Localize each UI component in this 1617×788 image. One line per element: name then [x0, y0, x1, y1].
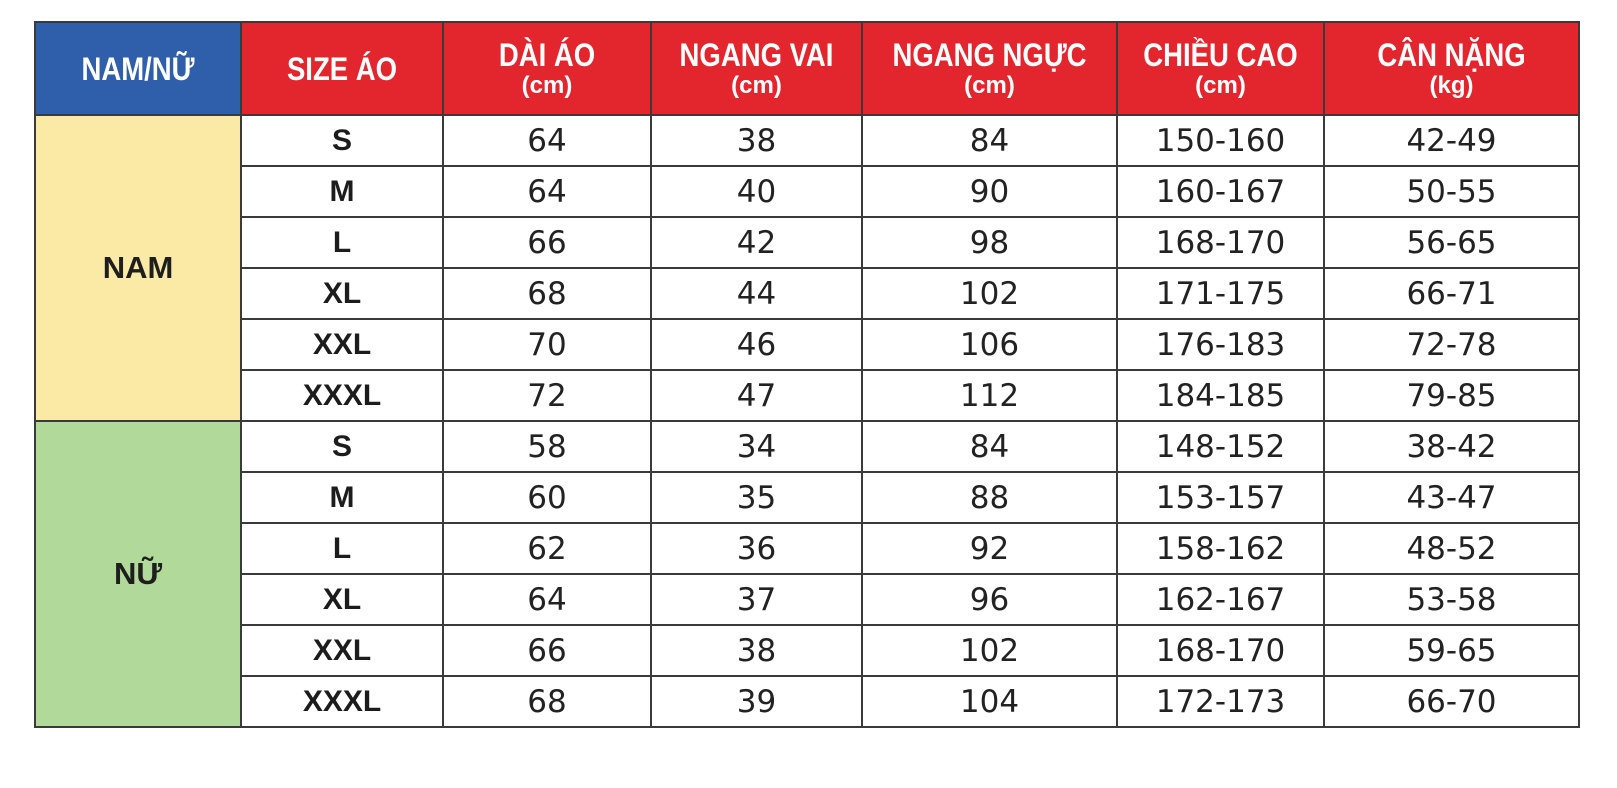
- header-shirt-length: [443, 22, 651, 115]
- table-row: [35, 574, 1579, 625]
- size-cell: XXXL: [241, 370, 443, 421]
- size-table-body: [35, 115, 1579, 727]
- shoulder-width-cell: 40: [651, 166, 862, 217]
- gender-cell-male: NAM: [35, 115, 241, 421]
- shirt-length-cell: 64: [443, 166, 651, 217]
- weight-cell: 53-58: [1324, 574, 1579, 625]
- chest-width-cell: 98: [862, 217, 1117, 268]
- header-shoulder-width-unit: (cm): [731, 72, 782, 99]
- shoulder-width-cell: 34: [651, 421, 862, 472]
- header-chest-width-label: NGANG NGỰC: [892, 37, 1087, 73]
- chest-width-cell: 90: [862, 166, 1117, 217]
- shoulder-width-cell: 38: [651, 625, 862, 676]
- chest-width-cell: 112: [862, 370, 1117, 421]
- height-cell: 153-157: [1117, 472, 1324, 523]
- height-cell: 168-170: [1117, 625, 1324, 676]
- table-row: [35, 625, 1579, 676]
- shoulder-width-cell: 35: [651, 472, 862, 523]
- table-row: [35, 472, 1579, 523]
- gender-cell-female: NỮ: [35, 421, 241, 727]
- shirt-length-cell: 68: [443, 268, 651, 319]
- weight-cell: 50-55: [1324, 166, 1579, 217]
- shirt-length-cell: 72: [443, 370, 651, 421]
- weight-cell: 56-65: [1324, 217, 1579, 268]
- size-cell: XXXL: [241, 676, 443, 727]
- chest-width-cell: 92: [862, 523, 1117, 574]
- header-weight-unit: (kg): [1429, 72, 1474, 99]
- table-row: [35, 421, 1579, 472]
- height-cell: 168-170: [1117, 217, 1324, 268]
- header-gender-label: NAM/NỮ: [81, 50, 195, 87]
- size-cell: M: [241, 166, 443, 217]
- shoulder-width-cell: 37: [651, 574, 862, 625]
- shoulder-width-cell: 42: [651, 217, 862, 268]
- shoulder-width-cell: 38: [651, 115, 862, 166]
- height-cell: 176-183: [1117, 319, 1324, 370]
- table-row: [35, 268, 1579, 319]
- height-cell: 184-185: [1117, 370, 1324, 421]
- shirt-length-cell: 64: [443, 115, 651, 166]
- height-cell: 148-152: [1117, 421, 1324, 472]
- shoulder-width-cell: 44: [651, 268, 862, 319]
- shoulder-width-cell: 36: [651, 523, 862, 574]
- chest-width-cell: 102: [862, 625, 1117, 676]
- header-shirt-length-label: DÀI ÁO: [498, 37, 596, 73]
- chest-width-cell: 96: [862, 574, 1117, 625]
- weight-cell: 38-42: [1324, 421, 1579, 472]
- size-cell: M: [241, 472, 443, 523]
- weight-cell: 42-49: [1324, 115, 1579, 166]
- header-weight-label: CÂN NẶNG: [1377, 37, 1526, 73]
- shoulder-width-cell: 39: [651, 676, 862, 727]
- header-size: [241, 22, 443, 115]
- size-cell: XXL: [241, 319, 443, 370]
- header-shoulder-width: [651, 22, 862, 115]
- chest-width-cell: 84: [862, 115, 1117, 166]
- header-height: [1117, 22, 1324, 115]
- weight-cell: 72-78: [1324, 319, 1579, 370]
- height-cell: 160-167: [1117, 166, 1324, 217]
- height-cell: 150-160: [1117, 115, 1324, 166]
- header-height-label: CHIỀU CAO: [1143, 37, 1298, 73]
- header-chest-width-unit: (cm): [964, 72, 1015, 99]
- shirt-length-cell: 62: [443, 523, 651, 574]
- chest-width-cell: 104: [862, 676, 1117, 727]
- header-size-label: SIZE ÁO: [286, 50, 398, 87]
- chest-width-cell: 102: [862, 268, 1117, 319]
- header-height-unit: (cm): [1195, 72, 1246, 99]
- size-chart-table: [34, 21, 1580, 728]
- weight-cell: 43-47: [1324, 472, 1579, 523]
- shirt-length-cell: 68: [443, 676, 651, 727]
- weight-cell: 66-70: [1324, 676, 1579, 727]
- shirt-length-cell: 66: [443, 625, 651, 676]
- shoulder-width-cell: 47: [651, 370, 862, 421]
- shirt-length-cell: 66: [443, 217, 651, 268]
- header-row: [35, 22, 1579, 115]
- size-cell: XXL: [241, 625, 443, 676]
- weight-cell: 79-85: [1324, 370, 1579, 421]
- size-cell: S: [241, 115, 443, 166]
- shirt-length-cell: 64: [443, 574, 651, 625]
- header-shirt-length-unit: (cm): [521, 72, 573, 99]
- height-cell: 162-167: [1117, 574, 1324, 625]
- table-row: [35, 217, 1579, 268]
- weight-cell: 66-71: [1324, 268, 1579, 319]
- table-row: [35, 166, 1579, 217]
- shirt-length-cell: 70: [443, 319, 651, 370]
- weight-cell: 48-52: [1324, 523, 1579, 574]
- chest-width-cell: 106: [862, 319, 1117, 370]
- table-row: [35, 370, 1579, 421]
- size-cell: XL: [241, 268, 443, 319]
- weight-cell: 59-65: [1324, 625, 1579, 676]
- header-shoulder-width-label: NGANG VAI: [679, 37, 834, 73]
- chest-width-cell: 84: [862, 421, 1117, 472]
- height-cell: 171-175: [1117, 268, 1324, 319]
- table-row: [35, 676, 1579, 727]
- header-gender: [35, 22, 241, 115]
- size-cell: S: [241, 421, 443, 472]
- size-cell: L: [241, 217, 443, 268]
- header-chest-width: [862, 22, 1117, 115]
- size-cell: L: [241, 523, 443, 574]
- height-cell: 158-162: [1117, 523, 1324, 574]
- shirt-length-cell: 60: [443, 472, 651, 523]
- size-cell: XL: [241, 574, 443, 625]
- shoulder-width-cell: 46: [651, 319, 862, 370]
- table-row: [35, 319, 1579, 370]
- table-row: [35, 115, 1579, 166]
- header-weight: [1324, 22, 1579, 115]
- chest-width-cell: 88: [862, 472, 1117, 523]
- shirt-length-cell: 58: [443, 421, 651, 472]
- height-cell: 172-173: [1117, 676, 1324, 727]
- table-row: [35, 523, 1579, 574]
